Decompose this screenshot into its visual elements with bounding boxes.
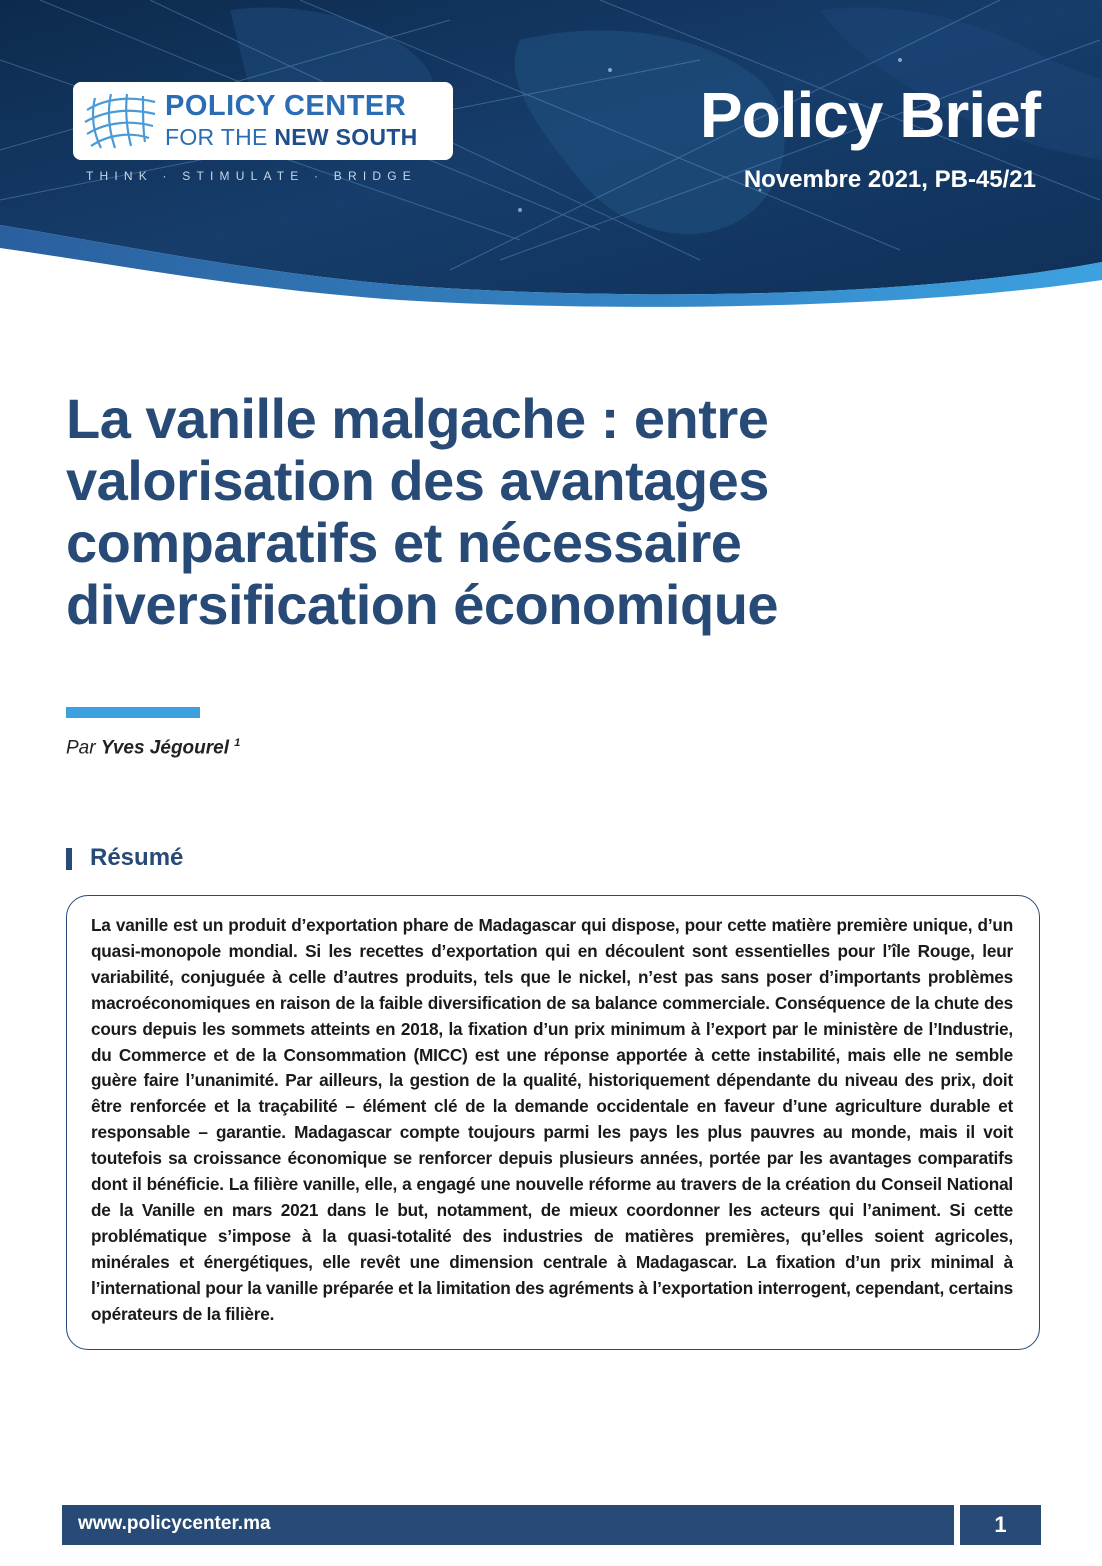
date-reference: Novembre 2021, PB-45/21 xyxy=(743,166,1036,193)
author-prefix: Par xyxy=(66,737,96,759)
abstract-heading: Résumé xyxy=(90,844,184,871)
globe-grid-icon xyxy=(81,90,159,152)
logo-line2 xyxy=(165,124,418,151)
section-marker xyxy=(66,848,72,870)
page-number-box xyxy=(960,1505,1041,1545)
logo-line1: POLICY CENTER xyxy=(165,90,407,122)
footer-bar xyxy=(62,1505,954,1545)
abstract-box xyxy=(66,895,1040,1350)
title-accent-bar xyxy=(66,707,200,718)
banner-background xyxy=(0,0,1102,320)
logo-tagline: THINK · STIMULATE · BRIDGE xyxy=(86,169,417,183)
abstract-text: La vanille est un produit d’exportation phare de Madagascar qui dispose, pour cette matière première unique, d’un quasi-monopole mondial. Si les recettes d’exportation qui en découlent sont essentielles pour l’île Rouge, leur variabilité, conjuguée à celle d’autres produits, tels que le nickel, n’est pas sans poser d’importants problèmes macroéconomiques en raison de la faible diversification de sa balance commerciale. Conséquence de la chute des cours depuis les sommets atteints en 2018, la fixation d’un prix minimum à l’export par le ministère de l’Industrie, du Commerce et de la Consommation (MICC) est une réponse apportée à cette instabilité, mais elle ne semble guère faire l’unanimité. Par ailleurs, la gestion de la qualité, historiquement dépendante du niveau des prix, doit être renforcée et la traçabilité – élément clé de la demande occidentale en faveur d’une agriculture durable et responsable – garantie. Madagascar compte toujours parmi les pays les plus pauvres au monde, mais il voit toutefois sa croissance économique se renforcer depuis plusieurs années, portée par les avantages comparatifs dont il bénéficie. La filière vanille, elle, a engagé une nouvelle réforme au travers de la création du Conseil National de la Vanille en mars 2021 dans le but, notamment, de mieux coordonner les acteurs qui l’animent. Si cette problématique s’impose à la quasi-totalité des industries de matières premières, qu’elles soient agricoles, minérales et énergétiques, elle revêt une dimension centrale à Madagascar. La fixation d’un prix minimal à l’international pour la vanille préparée et la limitation des agréments à l’exportation interrogent, cependant, certains opérateurs de la filière. xyxy=(91,915,1013,1324)
logo-line2-bold: NEW SOUTH xyxy=(274,124,418,150)
page-title: La vanille malgache : entre valorisation des avantages comparatifs et nécessaire diversification économique xyxy=(66,387,779,636)
logo[interactable] xyxy=(73,82,453,160)
page-number: 1 xyxy=(994,1512,1007,1537)
document-type: Policy Brief xyxy=(699,79,1040,151)
logo-line2-prefix: FOR THE xyxy=(165,124,275,150)
header-banner xyxy=(0,0,1102,320)
author-line xyxy=(66,737,240,759)
author-name: Yves Jégourel xyxy=(100,737,229,759)
footer-url-link[interactable]: www.policycenter.ma xyxy=(78,1513,271,1534)
footnote-marker[interactable]: 1 xyxy=(234,737,241,749)
